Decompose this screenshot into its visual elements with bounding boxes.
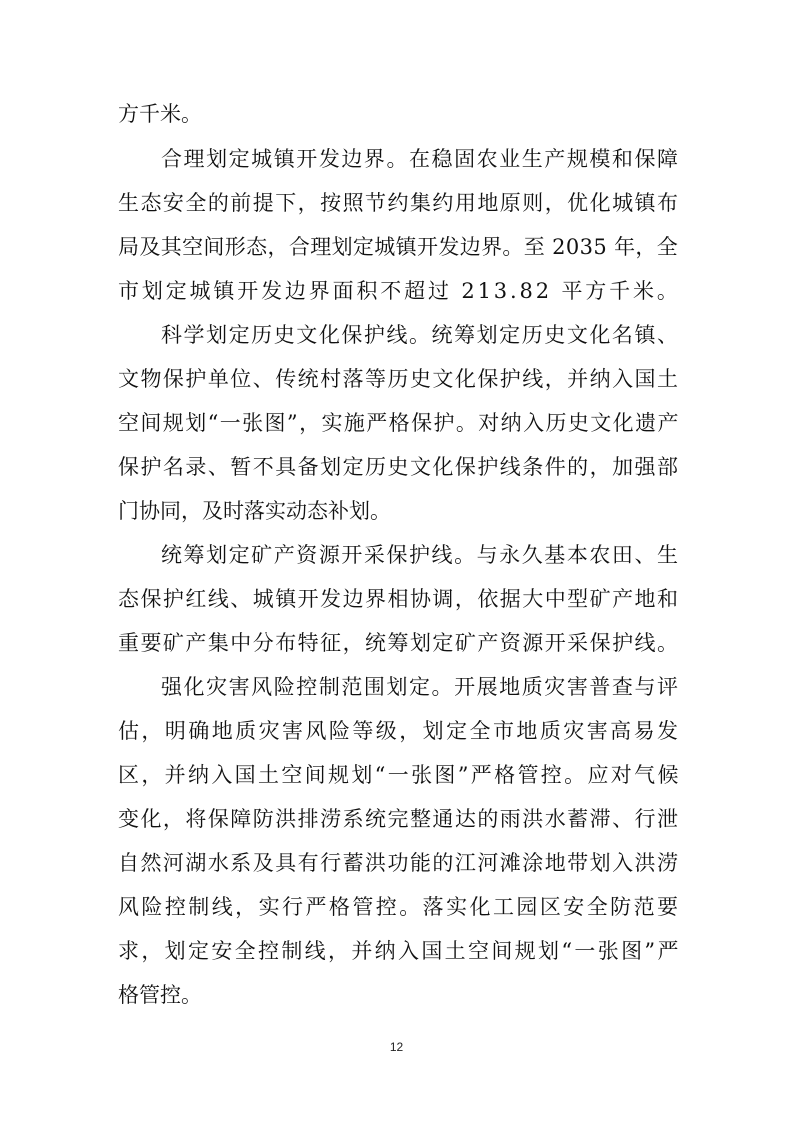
- paragraph-lead-line: 合理划定城镇开发边界。在稳固农业生产规模和保障: [161, 147, 680, 171]
- text-line: 市划定城镇开发边界面积不超过 213.82 平方千米。: [118, 279, 681, 303]
- paragraph-lead-line: 强化灾害风险控制范围划定。开展地质灾害普查与评: [161, 675, 680, 699]
- text-line: 生态安全的前提下，按照节约集约用地原则，优化城镇布: [118, 191, 680, 215]
- text-line: 风险控制线，实行严格管控。落实化工园区安全防范要: [118, 895, 681, 919]
- text-line: 估，明确地质灾害风险等级，划定全市地质灾害高易发: [118, 719, 681, 743]
- text-line: 保护名录、暂不具备划定历史文化保护线条件的，加强部: [118, 455, 680, 479]
- text-line: 格管控。: [118, 983, 202, 1007]
- text-line: 门协同，及时落实动态补划。: [118, 499, 391, 523]
- text-line: 空间规划“一张图”，实施严格保护。对纳入历史文化遗产: [118, 411, 680, 435]
- text-line: 重要矿产集中分布特征，统筹划定矿产资源开采保护线。: [118, 631, 680, 655]
- page-number: 12: [389, 1040, 404, 1054]
- paragraph-lead-line: 统筹划定矿产资源开采保护线。与永久基本农田、生: [161, 543, 680, 567]
- text-line: 求，划定安全控制线，并纳入国土空间规划“一张图”严: [118, 939, 681, 963]
- text-line: 方千米。: [118, 102, 202, 126]
- text-line: 区，并纳入国土空间规划“一张图”严格管控。应对气候: [118, 763, 681, 787]
- text-line: 变化，将保障防洪排涝系统完整通达的雨洪水蓄滞、行泄: [118, 807, 680, 831]
- text-line: 文物保护单位、传统村落等历史文化保护线，并纳入国土: [118, 367, 680, 391]
- paragraph-lead-line: 科学划定历史文化保护线。统筹划定历史文化名镇、: [161, 323, 680, 347]
- text-line: 态保护红线、城镇开发边界相协调，依据大中型矿产地和: [118, 587, 680, 611]
- text-line: 自然河湖水系及具有行蓄洪功能的江河滩涂地带划入洪涝: [118, 851, 680, 875]
- text-line: 局及其空间形态，合理划定城镇开发边界。至 2035 年，全: [118, 235, 679, 259]
